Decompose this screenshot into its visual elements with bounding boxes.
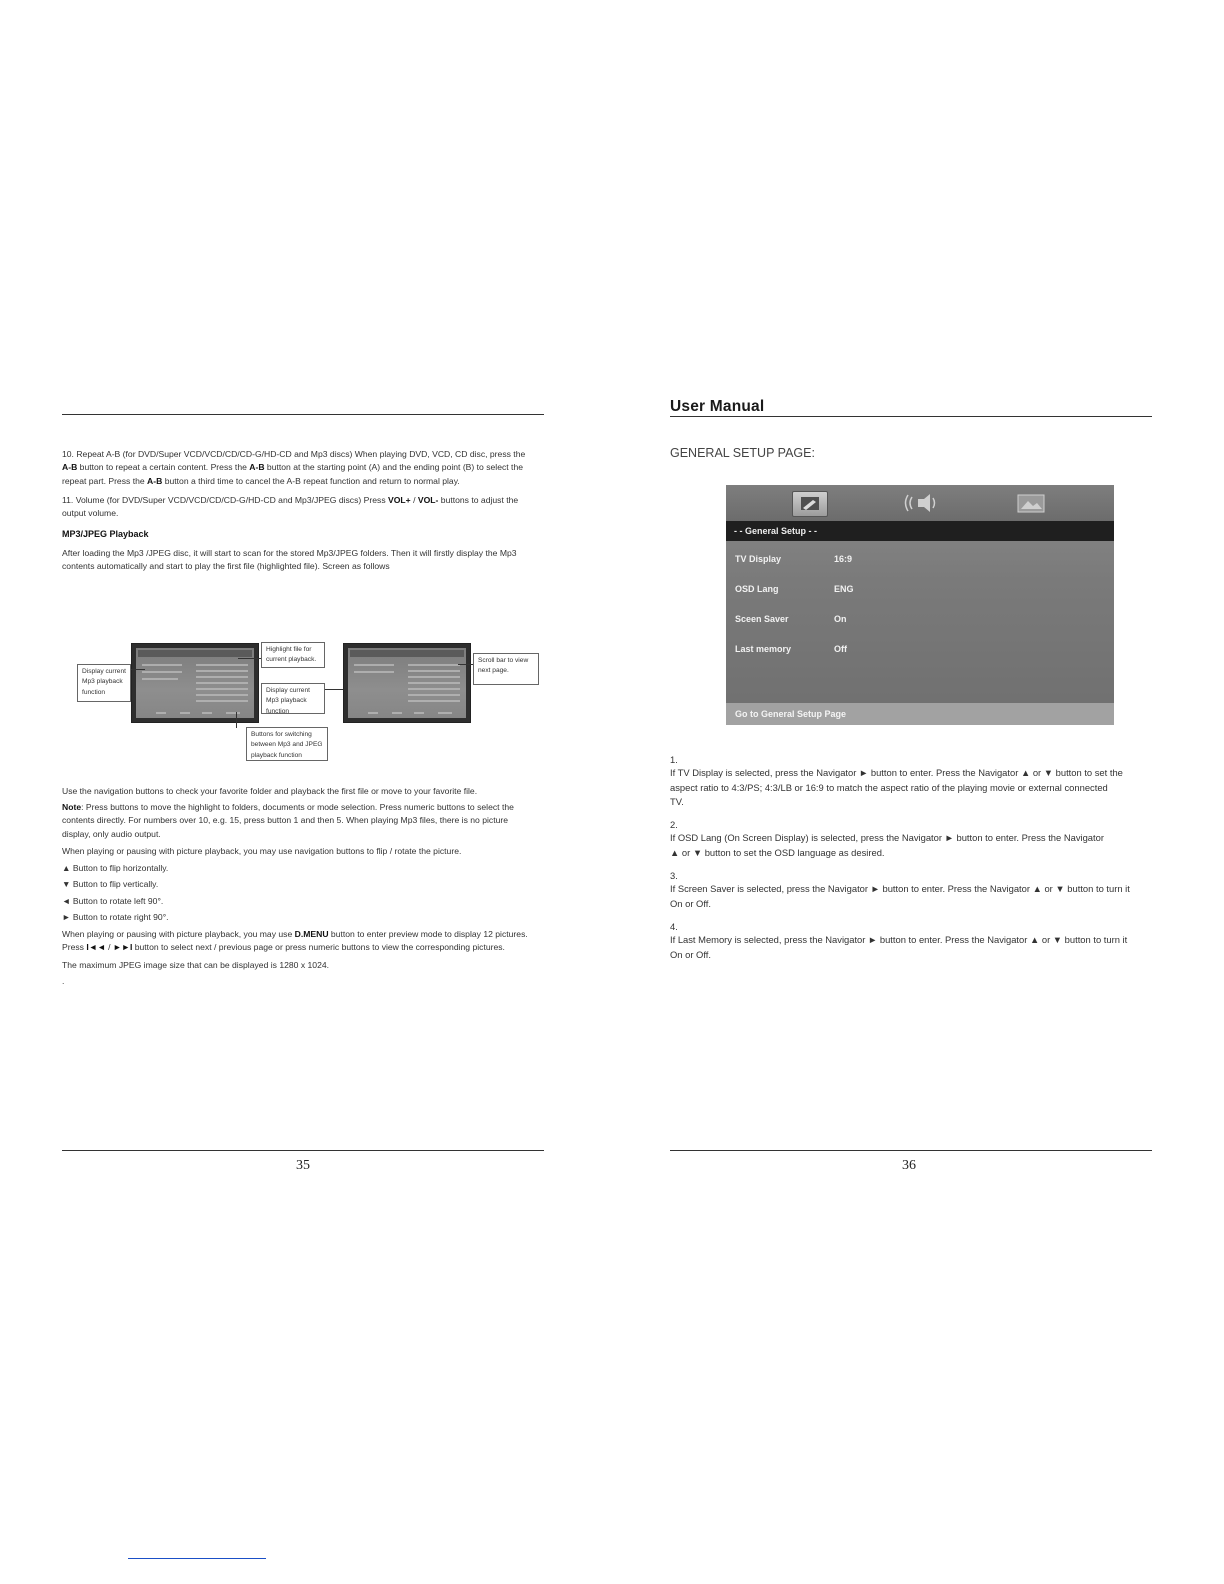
left-top-rule <box>62 414 544 415</box>
arrow-buttons-vertical <box>236 712 237 728</box>
menu-row-last-memory-value: Off <box>834 644 847 654</box>
step-4-number: 4. <box>670 921 678 932</box>
para-loading: After loading the Mp3 /JPEG disc, it will start to scan for the stored Mp3/JPEG folders. Then it will firstly display the Mp3 contents automatically and start to play the first file (highlighted file). Screen as follows <box>62 548 517 572</box>
step-2-number: 2. <box>670 819 678 830</box>
bullet-1: ▲ Button to flip horizontally. <box>62 863 169 873</box>
callout-highlight-file: Highlight file for current playback. <box>261 642 325 668</box>
menu-tab-bar <box>726 485 1114 521</box>
left-bottom-rule <box>62 1150 544 1151</box>
callout-buttons-switching: Buttons for switching between Mp3 and JPEG playback function <box>246 727 328 761</box>
step-4-text: If Last Memory is selected, press the Navigator ► button to enter. Press the Navigator ▲ or ▼ button to turn it On or Off. <box>670 934 1128 960</box>
right-bottom-rule <box>670 1150 1152 1151</box>
bullet-4: ► Button to rotate right 90°. <box>62 912 169 922</box>
bullet-3: ◄ Button to rotate left 90°. <box>62 896 164 906</box>
para-max-jpeg: The maximum JPEG image size that can be displayed is 1280 x 1024. <box>62 960 330 970</box>
para-volume: 11. Volume (for DVD/Super VCD/VCD/CD/CD-G/HD-CD and Mp3/JPEG discs) Press VOL+ / VOL- buttons to adjust the output volume. <box>62 495 519 519</box>
step-3-text: If Screen Saver is selected, press the Navigator ► button to enter. Press the Navigator ▲ or ▼ button to turn it On or Off. <box>670 883 1130 909</box>
page-number-35: 35 <box>296 1158 310 1173</box>
bullet-2: ▼ Button to flip vertically. <box>62 879 159 889</box>
page-number-36: 36 <box>902 1158 916 1173</box>
step-2-text: If OSD Lang (On Screen Display) is selected, press the Navigator ► button to enter. Press the Navigator ▲ or ▼ button to set the OSD language as desired. <box>670 832 1104 858</box>
bottom-link-underline <box>128 1558 266 1559</box>
callout-scroll-bar: Scroll bar to view next page. <box>473 653 539 685</box>
arrow-highlight <box>238 658 261 659</box>
menu-footer: Go to General Setup Page <box>726 703 1114 725</box>
menu-row-screen-saver-value: On <box>834 614 847 624</box>
arrow-display-mid <box>325 689 343 690</box>
section-title: GENERAL SETUP PAGE: <box>670 446 815 460</box>
right-top-rule <box>670 416 1152 417</box>
para-nav: Use the navigation buttons to check your favorite folder and playback the first file or move to your favorite file. <box>62 786 478 796</box>
mp3-screen-right <box>343 643 471 723</box>
para-picture: When playing or pausing with picture playback, you may use navigation buttons to flip / rotate the picture. <box>62 846 462 856</box>
audio-setup-tab-icon[interactable] <box>902 491 936 515</box>
menu-row-tv-display-value: 16:9 <box>834 554 853 564</box>
menu-row-osd-lang-value: ENG <box>834 584 854 594</box>
mp3-screen-left <box>131 643 259 723</box>
video-setup-tab-icon[interactable] <box>1014 491 1048 515</box>
step-1-text: If TV Display is selected, press the Navigator ► button to enter. Press the Navigator ▲ or ▼ button to set the aspect ratio to 4:3/PS; 4:3/LB or 16:9 to match the aspect ratio of the playing movie or external connected TV. <box>670 767 1123 808</box>
general-setup-menu <box>726 485 1114 725</box>
step-3-number: 3. <box>670 870 678 881</box>
arrow-scroll <box>458 664 473 665</box>
menu-heading: - - General Setup - - <box>726 521 1114 541</box>
menu-row-screen-saver-label[interactable]: Sceen Saver <box>735 614 789 624</box>
step-1-number: 1. <box>670 754 678 765</box>
menu-row-osd-lang-label[interactable]: OSD Lang <box>735 584 779 594</box>
para-dmenu: When playing or pausing with picture playback, you may use D.MENU button to enter preview mode to display 12 pictures. Press I◄◄ / ►►I button to select next / previous page or press numeric buttons to view the corresponding pictures. <box>62 929 528 953</box>
para-note: Note: Press buttons to move the highlight to folders, documents or mode selection. Press numeric buttons to select the contents directly. For numbers over 10, e.g. 15, press button 1 and then 5. When playing Mp3 files, there is no picture display, only audio output. <box>62 802 514 839</box>
menu-row-tv-display-label[interactable]: TV Display <box>735 554 782 564</box>
user-manual-header: User Manual <box>670 398 765 415</box>
menu-row-last-memory-label[interactable]: Last memory <box>735 644 792 654</box>
para-repeat-ab: 10. Repeat A-B (for DVD/Super VCD/VCD/CD/CD-G/HD-CD and Mp3 discs) When playing DVD, VCD, CD disc, press the A-B button to repeat a certain content. Press the A-B button at the starting point (A) and the ending point (B) to select the repeat part. Press the A-B button a third time to cancel the A-B repeat function and return to normal play. <box>62 449 526 486</box>
arrow-left <box>131 669 145 670</box>
general-setup-tab-icon[interactable] <box>792 491 828 517</box>
callout-display-current-mid: Display current Mp3 playback function <box>261 683 325 714</box>
mp3-jpeg-heading: MP3/JPEG Playback <box>62 529 149 539</box>
callout-display-current-left: Display current Mp3 playback function <box>77 664 131 702</box>
stray-dot: . <box>62 976 65 986</box>
